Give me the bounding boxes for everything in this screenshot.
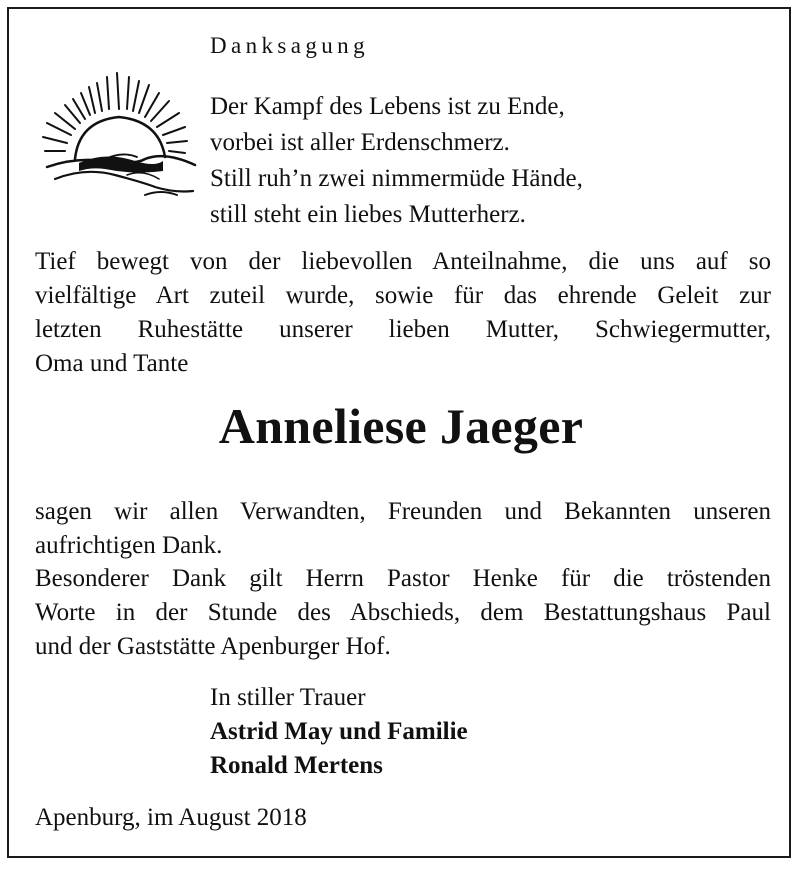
notice-heading: Danksagung — [210, 33, 369, 58]
thanks-line: aufrichtigen Dank. — [35, 532, 223, 559]
special-thanks-line: Besonderer Dank gilt Herrn Pastor Henke für die tröstenden — [35, 565, 771, 592]
intro-line: vielfältige Art zuteil wurde, sowie für das ehrende Geleit zur — [35, 282, 771, 309]
poem-line: vorbei ist aller Erdenschmerz. — [210, 129, 510, 156]
place-and-date: Apenburg, im August 2018 — [35, 804, 307, 831]
sunrise-over-hills-icon — [35, 71, 205, 205]
deceased-name: Anneliese Jaeger — [218, 398, 584, 454]
poem-line: Der Kampf des Lebens ist zu Ende, — [210, 93, 565, 120]
obituary-notice — [7, 7, 791, 858]
mourner-name: Ronald Mertens — [210, 752, 383, 779]
thanks-line: sagen wir allen Verwandten, Freunden und Bekannten unseren — [35, 498, 771, 525]
intro-line: Tief bewegt von der liebevollen Anteilnahme, die uns auf so — [35, 248, 771, 275]
mourner-name: Astrid May und Familie — [210, 718, 468, 745]
signature-block — [210, 681, 468, 783]
closing-phrase: In stiller Trauer — [210, 684, 366, 711]
intro-line: Oma und Tante — [35, 350, 189, 377]
special-thanks-line: und der Gaststätte Apenburger Hof. — [35, 633, 391, 660]
intro-line: letzten Ruhestätte unserer lieben Mutter, Schwiegermutter, — [35, 316, 771, 343]
thanks-paragraph — [35, 495, 771, 563]
special-thanks-line: Worte in der Stunde des Abschieds, dem Bestattungshaus Paul — [35, 599, 771, 626]
poem-line: Still ruh’n zwei nimmermüde Hände, — [210, 165, 583, 192]
special-thanks-paragraph — [35, 562, 771, 664]
intro-paragraph — [35, 245, 771, 381]
memorial-poem — [210, 89, 583, 233]
poem-line: still steht ein liebes Mutterherz. — [210, 201, 526, 228]
